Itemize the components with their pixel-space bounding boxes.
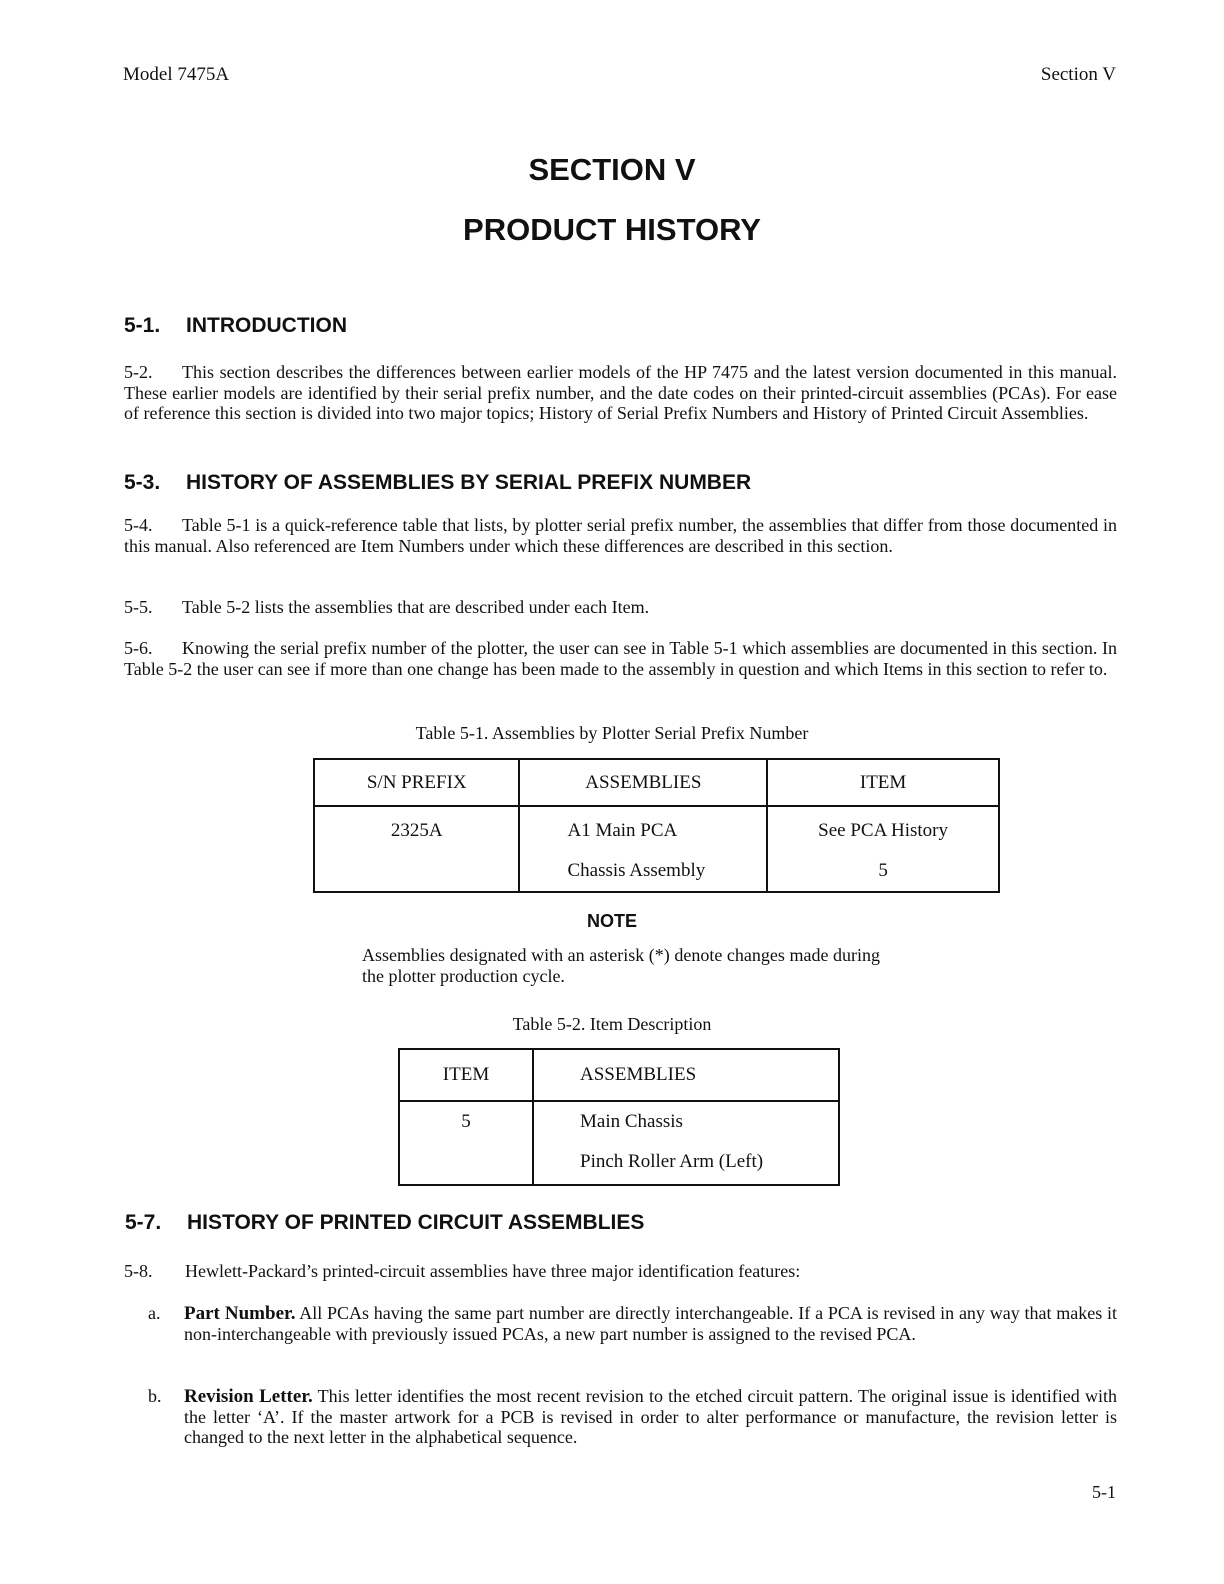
cell-value: Chassis Assembly: [567, 860, 706, 881]
table-5-1-caption: Table 5-1. Assemblies by Plotter Serial Prefix Number: [415, 723, 809, 743]
paragraph-text: Table 5-2 lists the assemblies that are described under each Item.: [182, 597, 650, 617]
running-header-section: Section V: [1040, 64, 1116, 85]
column-header: ASSEMBLIES: [519, 759, 767, 806]
paragraph-text: Knowing the serial prefix number of the plotter, the user can see in Table 5-1 which assemblies are documented in this section. In Table 5-2 the user can see if more than one change has been made to the assembly in question and which Items in this section to refer to.: [124, 638, 1117, 679]
cell-value: 2325A: [390, 820, 443, 841]
note-heading: NOTE: [586, 911, 637, 931]
list-term: Revision Letter.: [184, 1386, 313, 1407]
paragraph-text: Table 5-1 is a quick-reference table that lists, by plotter serial prefix number, the assemblies that differ from those documented in this manual. Also referenced are Item Numbers under which these differences are described in this section.: [124, 515, 1117, 556]
table-cell: [519, 806, 767, 892]
cell-value: A1 Main PCA: [567, 820, 678, 841]
column-header: ITEM: [767, 759, 999, 806]
paragraph-number: 5-4.: [124, 515, 153, 535]
table-cell: [533, 1101, 839, 1185]
paragraph-number: 5-2.: [124, 362, 153, 382]
column-header: ITEM: [399, 1049, 533, 1101]
table-5-2: [398, 1048, 840, 1186]
cell-value: 5: [461, 1111, 471, 1132]
heading-text: HISTORY OF PRINTED CIRCUIT ASSEMBLIES: [187, 1211, 645, 1234]
heading-introduction: [124, 314, 347, 338]
list-item: [148, 1303, 1117, 1344]
heading-number: 5-3.: [124, 471, 161, 494]
heading-number: 5-7.: [125, 1211, 162, 1234]
page-number: 5-1: [1092, 1482, 1116, 1502]
paragraph-5-2: [124, 362, 1117, 424]
paragraph-text: This section describes the differences between earlier models of the HP 7475 and the latest version documented in this manual. These earlier models are identified by their serial prefix number, and the date codes on their printed-circuit assemblies (PCAs). For ease of reference this section is divided into two major topics; History of Serial Prefix Numbers and History of Printed Circuit Assemblies.: [124, 362, 1117, 423]
paragraph-5-6: [124, 638, 1117, 679]
list-item: [148, 1386, 1117, 1447]
heading-text: INTRODUCTION: [186, 314, 347, 337]
table-5-1: [313, 758, 1000, 893]
column-header: S/N PREFIX: [314, 759, 519, 806]
list-marker: a.: [148, 1303, 161, 1323]
table-5-2-caption: Table 5-2. Item Description: [512, 1014, 712, 1034]
paragraph-5-4: [124, 515, 1117, 556]
table-cell: [399, 1101, 533, 1185]
list-term: Part Number.: [184, 1303, 296, 1324]
cell-value: Main Chassis: [580, 1111, 683, 1132]
paragraph-text: Hewlett-Packard’s printed-circuit assemblies have three major identification features:: [185, 1261, 801, 1281]
section-title: SECTION V: [528, 152, 696, 187]
cell-value: Pinch Roller Arm (Left): [580, 1151, 764, 1172]
list-text: This letter identifies the most recent revision to the etched circuit pattern. The original issue is identified with the letter ‘A’. If the master artwork for a PCB is revised in order to alter performance or manufacture, the revision letter is changed to the next letter in the alphabetical sequence.: [184, 1386, 1117, 1447]
heading-text: HISTORY OF ASSEMBLIES BY SERIAL PREFIX NUMBER: [186, 471, 752, 494]
paragraph-number: 5-6.: [124, 638, 153, 658]
paragraph-5-5: [124, 597, 1117, 618]
cell-value: See PCA History: [818, 820, 949, 841]
list-marker: b.: [148, 1386, 162, 1406]
heading-history-serial-prefix: [124, 471, 751, 495]
table-header-row: [314, 759, 999, 806]
running-header-model: Model 7475A: [123, 64, 230, 85]
table-row: [399, 1101, 839, 1185]
paragraph-5-8: [124, 1261, 1117, 1282]
table-cell: [314, 806, 519, 892]
section-subtitle: PRODUCT HISTORY: [463, 212, 761, 247]
table-cell: [767, 806, 999, 892]
paragraph-number: 5-8.: [124, 1261, 153, 1281]
column-header: ASSEMBLIES: [533, 1049, 839, 1101]
paragraph-number: 5-5.: [124, 597, 153, 617]
heading-history-pca: [125, 1211, 644, 1235]
cell-value: 5: [878, 860, 888, 881]
list-text: All PCAs having the same part number are directly interchangeable. If a PCA is revised in any way that makes it non-interchangeable with previously issued PCAs, a new part number is assigned to the revised PCA.: [184, 1303, 1117, 1344]
note-text: Assemblies designated with an asterisk (*) denote changes made during the plotter production cycle.: [362, 945, 880, 986]
table-row: [314, 806, 999, 892]
table-header-row: [399, 1049, 839, 1101]
heading-number: 5-1.: [124, 314, 161, 337]
